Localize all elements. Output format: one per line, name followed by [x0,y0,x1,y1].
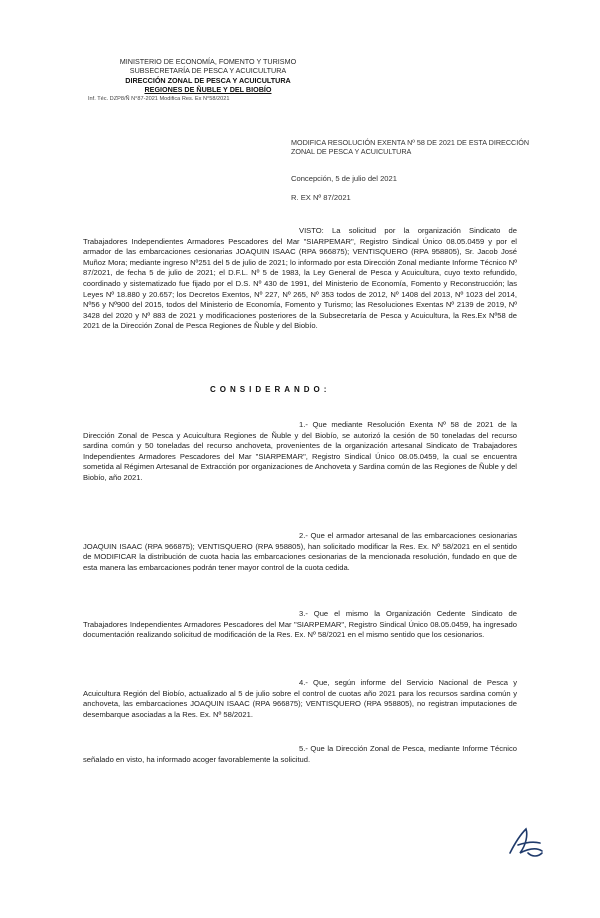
visto-text: VISTO: La solicitud por la organización Sindicato de Trabajadores Independientes Armadores Pescadores del Mar "SIARPEMAR", Registro Sindical Único 08.05.0459 y por el armador de las embarcaciones cesionarias JOAQUIN ISAAC (RPA 966875); VENTISQUERO (RPA 958805), Sr. Jacob José Muñoz Mora; mediante ingreso Nº251 del 5 de julio de 2021; lo informado por esta Dirección Zonal mediante Informe Técnico Nº 87/2021, de fecha 5 de julio de 2021; el D.F.L. Nº 5 de 1983, la Ley General de Pesca y Acuicultura, cuyo texto refundido, coordinado y sistematizado fue fijado por el D.S. Nº 430 de 1991, del Ministerio de Economía, Fomento y Reconstrucción; las Leyes Nº 18.880 y 20.657; los Decretos Exentos, Nº 227, Nº 265, Nº 353 todos de 2012, Nº 1408 del 2013, Nº 1023 del 2014, Nº56 y Nº900 del 2015, todos del Ministerio de Economía, Fomento y Turismo; las Resoluciones Exentas Nº 2139 de 2019, Nº 3428 del 2020 y Nº 883 de 2021 y modificaciones posteriores de la Subsecretaría de Pesca y Acuicultura, la Res.Ex Nº58 de 2021 de la Dirección Zonal de Pesca Regiones de Ñuble y del Biobío. [83,226,517,331]
considerando-paragraph-1 [83,420,517,484]
subsecretaria-line: SUBSECRETARÍA DE PESCA Y ACUICULTURA [129,66,287,76]
resolution-date: Concepción, 5 de julio del 2021 [291,174,397,183]
considerando-paragraph-5 [83,744,517,765]
considerando-heading: CONSIDERANDO: [210,385,331,394]
paragraph-text: 3.- Que el mismo la Organización Cedente Sindicato de Trabajadores Independientes Armadores Pescadores del Mar "SIARPEMAR", Registro Sindical Único 08.05.0459, ha ingresado documentación realizando solicitud de modificación de la Res. Ex. Nº 58/2021 en el mismo sentido que los cesionarios. [83,609,517,640]
direccion-zonal-line: DIRECCIÓN ZONAL DE PESCA Y ACUICULTURA [125,75,291,85]
paragraph-text: 5.- Que la Dirección Zonal de Pesca, mediante Informe Técnico señalado en visto, ha informado acoger favorablemente la solicitud. [83,744,517,764]
considerando-paragraph-2 [83,531,517,573]
considerando-paragraph-4 [83,678,517,720]
regiones-line: REGIONES DE ÑUBLE Y DEL BIOBÍO [144,85,272,95]
paragraph-text: 1.- Que mediante Resolución Exenta Nº 58 de 2021 de la Dirección Zonal de Pesca y Acuicultura Regiones de Ñuble y del Biobío, se autorizó la cesión de 50 toneladas del recurso sardina común y 50 toneladas del recurso anchoveta, provenientes de la organización artesanal Sindicato de Trabajadores Independientes Armadores Pescadores del Mar "SIARPEMAR", Registro Sindical Único 08.05.0459, la cual se encuentra sometida al Régimen Artesanal de Extracción por organizaciones de Anchoveta y Sardina común de las Regiones de Ñuble y del Biobío, año 2021. [83,420,517,482]
signature-icon [506,823,546,863]
resolution-subject: MODIFICA RESOLUCIÓN EXENTA Nº 58 DE 2021 DE ESTA DIRECCIÓN ZONAL DE PESCA Y ACUICULTURA [291,138,530,157]
resolution-number: R. EX Nº 87/2021 [291,193,351,202]
visto-paragraph [83,226,517,332]
informe-reference-line: Inf. Téc. DZP8/Ñ N°87-2021 Modifica Res. Ex N°58/2021 [88,95,230,102]
paragraph-text: 2.- Que el armador artesanal de las embarcaciones cesionarias JOAQUIN ISAAC (RPA 966875); VENTISQUERO (RPA 958805), han solicitado modificar la Res. Ex. Nº 58/2021 en el sentido de MODIFICAR la distribución de cuota hacia las embarcaciones cesionarias de la mencionada resolución, fundado en que de esta manera las embarcaciones podrán tener mayor control de la cuota cedida. [83,531,517,572]
paragraph-text: 4.- Que, según informe del Servicio Nacional de Pesca y Acuicultura Región del Biobío, actualizado al 5 de julio sobre el control de cuotas año 2021 para los recursos sardina común y anchoveta, las embarcaciones JOAQUIN ISAAC (RPA 966875); VENTISQUERO (RPA 958805), no registran imputaciones de desembarque asociadas a la Res. Ex. Nº 58/2021. [83,678,517,719]
ministry-line: MINISTERIO DE ECONOMÍA, FOMENTO Y TURISMO [119,57,297,66]
letterhead [78,57,338,103]
considerando-paragraph-3 [83,609,517,641]
